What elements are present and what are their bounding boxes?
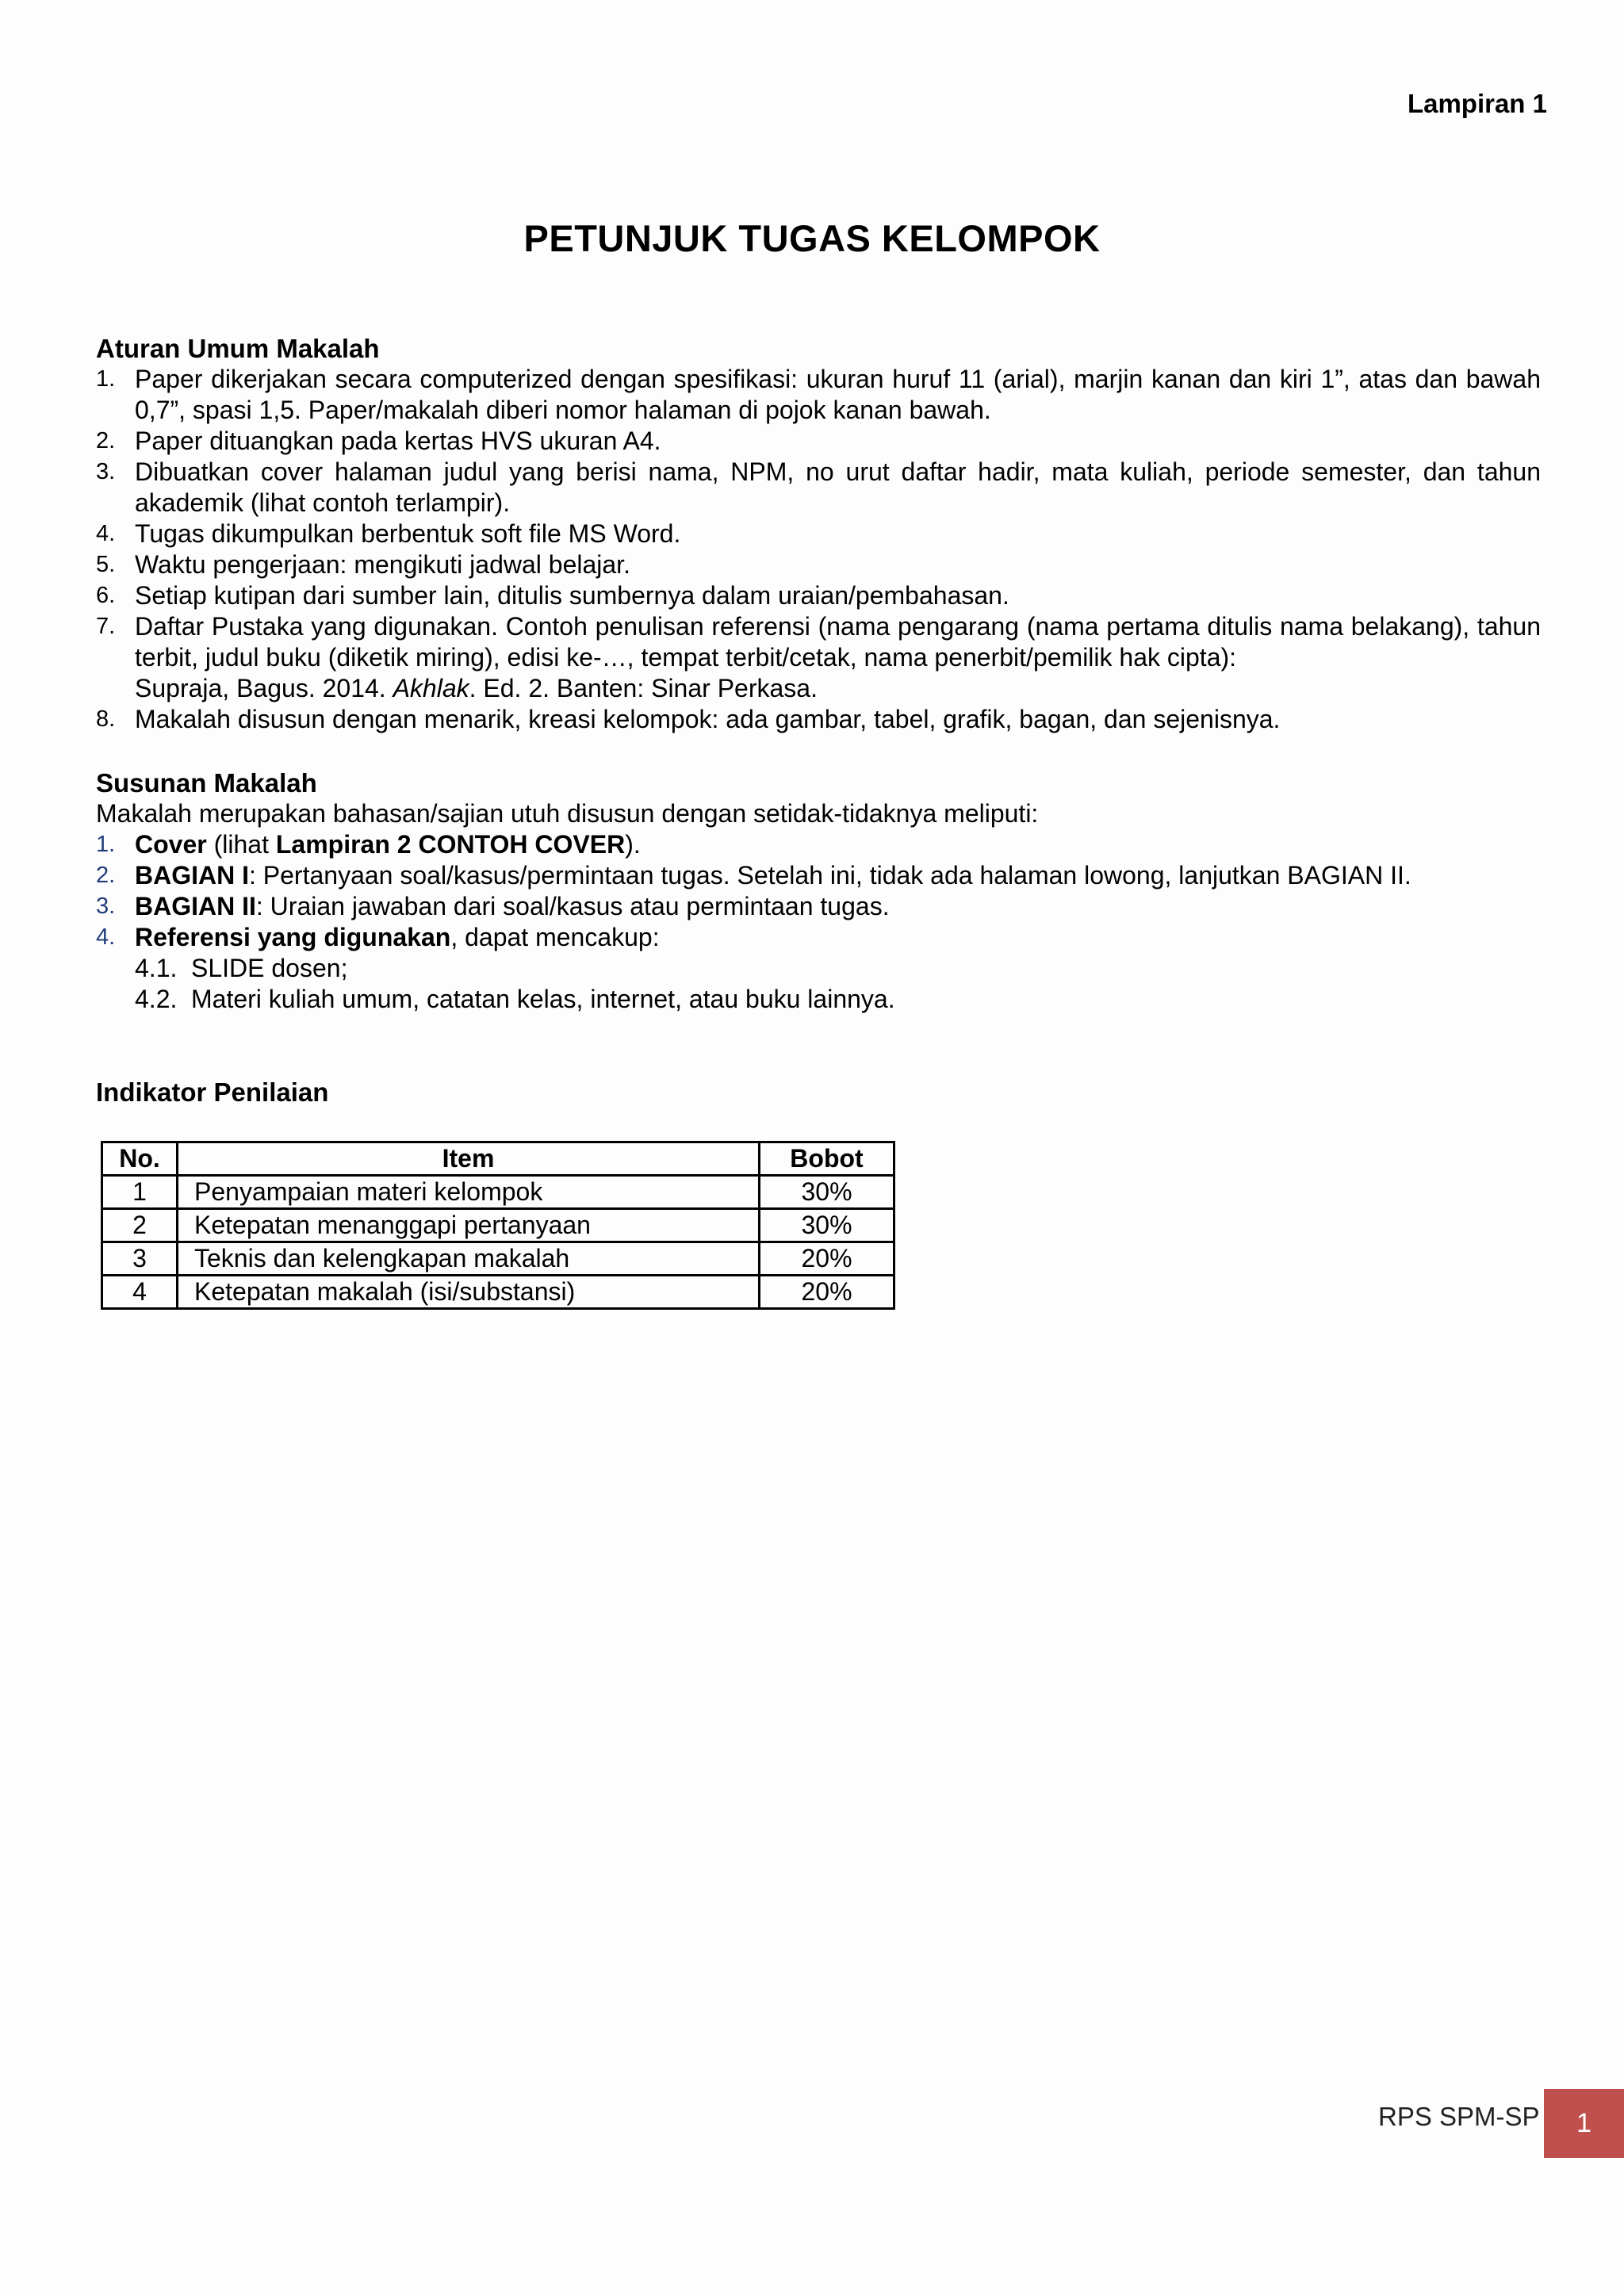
reference-sublist	[135, 953, 1541, 1015]
grading-heading: Indikator Penilaian	[96, 1077, 329, 1107]
list-item	[96, 519, 1541, 549]
list-number: 8.	[96, 706, 116, 732]
list-number: 7.	[96, 614, 116, 639]
paper-structure-list	[96, 829, 1541, 1015]
list-number: 3.	[96, 894, 116, 919]
list-number: 5.	[96, 552, 116, 577]
list-item	[96, 364, 1541, 426]
table-row	[102, 1209, 894, 1242]
list-item	[96, 704, 1541, 735]
list-item	[96, 426, 1541, 457]
list-item-bold: Lampiran 2 CONTOH COVER	[275, 830, 626, 859]
cell-no: 3	[102, 1242, 178, 1276]
cell-item: Ketepatan menanggapi pertanyaan	[178, 1209, 760, 1242]
document-body	[96, 333, 1541, 1310]
table-row	[102, 1242, 894, 1276]
list-item-text: Dibuatkan cover halaman judul yang berisi nama, NPM, no urut daftar hadir, mata kuliah, periode semester, dan tahun akademik (lihat contoh terlampir).	[135, 457, 1541, 517]
list-item-text: Setiap kutipan dari sumber lain, ditulis sumbernya dalam uraian/pembahasan.	[135, 581, 1009, 610]
example-reference-author: Supraja, Bagus. 2014.	[135, 674, 393, 702]
list-item-text: Tugas dikumpulkan berbentuk soft file MS Word.	[135, 519, 681, 548]
list-item-text: Daftar Pustaka yang digunakan. Contoh penulisan referensi (nama pengarang (nama pertama ditulis nama belakang), tahun terbit, judul buku (diketik miring), edisi ke-…, tempat terbit/cetak, nama penerbit/pemilik hak cipta):	[135, 612, 1541, 672]
list-number: 3.	[96, 459, 116, 484]
cell-no: 2	[102, 1209, 178, 1242]
cell-item: Penyampaian materi kelompok	[178, 1176, 760, 1209]
example-reference-publisher: . Ed. 2. Banten: Sinar Perkasa.	[469, 674, 818, 702]
list-item-text: : Uraian jawaban dari soal/kasus atau permintaan tugas.	[255, 892, 890, 920]
list-item-bold: Cover	[135, 830, 207, 859]
cell-item: Teknis dan kelengkapan makalah	[178, 1242, 760, 1276]
grading-table	[101, 1141, 895, 1310]
list-item-text: Makalah disusun dengan menarik, kreasi kelompok: ada gambar, tabel, grafik, bagan, dan sejenisnya.	[135, 705, 1281, 733]
list-item-text: (lihat	[206, 830, 276, 859]
list-item	[96, 891, 1541, 922]
example-reference	[135, 674, 818, 702]
list-item	[96, 580, 1541, 611]
list-item-bold: BAGIAN II	[135, 892, 256, 920]
sublist-item-text: Materi kuliah umum, catatan kelas, internet, atau buku lainnya.	[191, 985, 895, 1013]
general-rules-list	[96, 364, 1541, 735]
list-item	[96, 549, 1541, 580]
column-header-no: No.	[102, 1142, 178, 1176]
general-rules-heading: Aturan Umum Makalah	[96, 334, 380, 363]
column-header-item: Item	[178, 1142, 760, 1176]
table-row	[102, 1176, 894, 1209]
list-number: 4.	[96, 521, 116, 546]
page-number-badge: 1	[1544, 2089, 1624, 2158]
footer-label: RPS SPM-SP	[1378, 2102, 1540, 2131]
list-item-text: : Pertanyaan soal/kasus/permintaan tugas. Setelah ini, tidak ada halaman lowong, lanjutkan BAGIAN II.	[249, 861, 1411, 890]
list-item-bold: Referensi yang digunakan	[135, 923, 451, 951]
cell-bobot: 30%	[760, 1209, 894, 1242]
table-header-row	[102, 1142, 894, 1176]
list-item-text: ).	[625, 830, 641, 859]
sublist-number: 4.1.	[135, 954, 178, 982]
list-item-bold: BAGIAN I	[135, 861, 249, 890]
list-item-text: Paper dituangkan pada kertas HVS ukuran A4.	[135, 427, 661, 455]
cell-bobot: 20%	[760, 1276, 894, 1309]
list-item	[96, 457, 1541, 519]
list-item-text: Paper dikerjakan secara computerized dengan spesifikasi: ukuran huruf 11 (arial), marjin kanan dan kiri 1”, atas dan bawah 0,7”, spasi 1,5. Paper/makalah diberi nomor halaman di pojok kanan bawah.	[135, 365, 1541, 424]
list-item-text: , dapat mencakup:	[450, 923, 660, 951]
sublist-item-text: SLIDE dosen;	[191, 954, 348, 982]
cell-bobot: 30%	[760, 1176, 894, 1209]
sublist-item	[135, 984, 1541, 1015]
list-item	[96, 922, 1541, 1015]
list-number: 2.	[96, 428, 116, 453]
cell-bobot: 20%	[760, 1242, 894, 1276]
example-reference-title: Akhlak	[393, 674, 469, 702]
sublist-item	[135, 953, 1541, 984]
column-header-bobot: Bobot	[760, 1142, 894, 1176]
list-number: 4.	[96, 924, 116, 950]
list-number: 2.	[96, 863, 116, 888]
list-number: 1.	[96, 832, 116, 857]
list-number: 6.	[96, 583, 116, 608]
list-item	[96, 611, 1541, 704]
list-item-text: Waktu pengerjaan: mengikuti jadwal belajar.	[135, 550, 630, 579]
cell-no: 1	[102, 1176, 178, 1209]
cell-item: Ketepatan makalah (isi/substansi)	[178, 1276, 760, 1309]
paper-structure-intro: Makalah merupakan bahasan/sajian utuh disusun dengan setidak-tidaknya meliputi:	[96, 799, 1039, 828]
cell-no: 4	[102, 1276, 178, 1309]
list-number: 1.	[96, 366, 116, 392]
page-title: PETUNJUK TUGAS KELOMPOK	[523, 217, 1101, 259]
table-row	[102, 1276, 894, 1309]
paper-structure-heading: Susunan Makalah	[96, 768, 317, 798]
list-item	[96, 829, 1541, 860]
appendix-label: Lampiran 1	[1407, 89, 1547, 118]
sublist-number: 4.2.	[135, 985, 178, 1013]
list-item	[96, 860, 1541, 891]
